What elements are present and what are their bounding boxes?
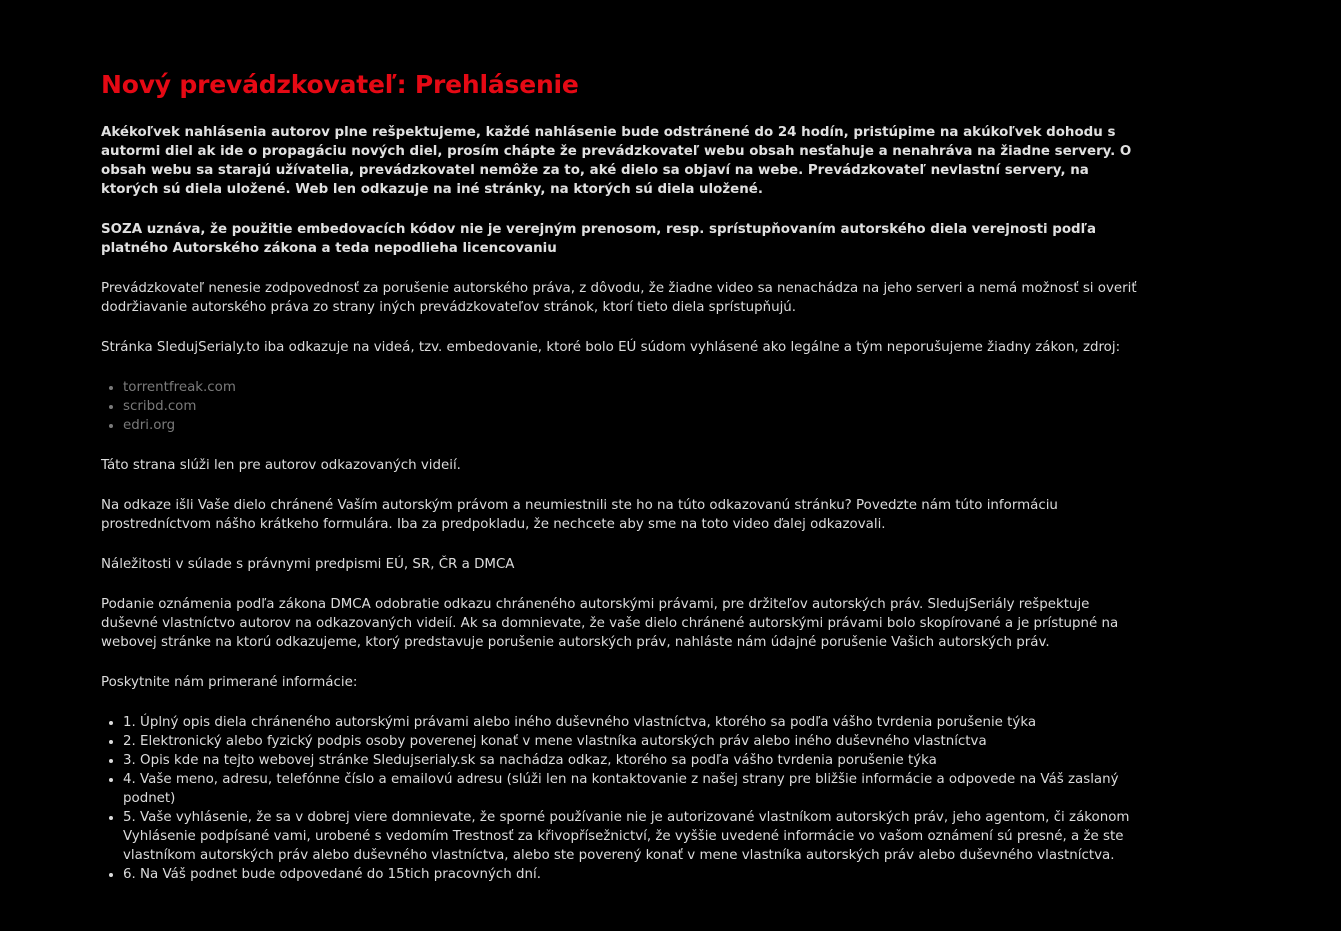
embedding-paragraph: Stránka SledujSerialy.to iba odkazuje na videá, tzv. embedovanie, ktoré bolo EÚ súdom vyhlásené ako legálne a tým neporušujeme žiadny zákon, zdroj: <box>101 340 1121 355</box>
list-item <box>123 397 1143 416</box>
soza-paragraph: SOZA uznáva, že použitie embedovacích kódov nie je verejným prenosom, resp. sprístupňovaním autorského diela verejnosti podľa platného Autorského zákona a teda nepodlieha licencovaniu <box>101 222 1097 256</box>
liability-paragraph: Prevádzkovateľ nenesie zodpovednosť za porušenie autorského práva, z dôvodu, že žiadne video sa nenachádza na jeho serveri a nemá možnosť si overiť dodržiavanie autorského práva zo strany iných prevádzkovateľov stránok, ktorí tieto diela sprístupňujú. <box>101 281 1137 315</box>
list-item: • 3. Opis kde na tejto webovej stránke Sledujserialy.sk sa nachádza odkaz, ktorého sa podľa vášho tvrdenia porušenie týka <box>123 751 1143 770</box>
list-item: • 1. Úplný opis diela chráneného autorskými právami alebo iného duševného vlastníctva, ktorého sa podľa vášho tvrdenia porušenie týka <box>123 713 1143 732</box>
page-title: Nový prevádzkovateľ: Prehlásenie <box>101 70 579 99</box>
source-link-edri[interactable]: edri.org <box>123 418 176 433</box>
authors-only-paragraph: Táto strana slúži len pre autorov odkazovaných videií. <box>101 458 461 473</box>
source-links-list <box>101 378 1143 435</box>
page-content <box>101 66 1143 905</box>
list-item: • 5. Vaše vyhlásenie, že sa v dobrej viere domnievate, že sporné používanie nie je autorizované vlastníkom autorských práv, jeho agentom, či zákonom Vyhlásenie podpísané vami, urobené s vedomím Trestnosť za křivopřísežnictví, že vyššie uvedené informácie vo vašom oznámení sú presné, a že ste vlastníkom autorských práv alebo duševného vlastníctva, alebo ste poverený konať v mene vlastníka autorských práv alebo duševného vlastníctva. <box>123 808 1143 865</box>
list-item <box>123 416 1143 435</box>
list-item: • 6. Na Váš podnet bude odpovedané do 15tich pracovných dní. <box>123 865 1143 884</box>
source-link-scribd[interactable]: scribd.com <box>123 399 197 414</box>
list-item: • 2. Elektronický alebo fyzický podpis osoby poverenej konať v mene vlastníka autorských práv alebo iného duševného vlastníctva <box>123 732 1143 751</box>
dmca-paragraph: Podanie oznámenia podľa zákona DMCA odobratie odkazu chráneného autorskými právami, pre držiteľov autorských práv. SledujSeriály rešpektuje duševné vlastníctvo autorov na odkazovaných videií. Ak sa domnievate, že vaše dielo chránené autorskými právami bolo skopírované a je prístupné na webovej stránke na ktorú odkazujeme, ktorý predstavuje porušenie autorských práv, nahláste nám údajné porušenie Vašich autorských práv. <box>101 597 1119 650</box>
form-paragraph: Na odkaze išli Vaše dielo chránené Vaším autorským právom a neumiestnili ste ho na túto odkazovanú stránku? Povedzte nám túto informáciu prostredníctvom nášho krátkeho formulára. Iba za predpokladu, že nechcete aby sme na toto video ďalej odkazovali. <box>101 498 1058 532</box>
list-item <box>123 378 1143 397</box>
provide-info-paragraph: Poskytnite nám primerané informácie: <box>101 675 358 690</box>
source-link-torrentfreak[interactable]: torrentfreak.com <box>123 380 236 395</box>
requirements-list <box>101 713 1143 884</box>
legal-requirements-heading: Náležitosti v súlade s právnymi predpismi EÚ, SR, ČR a DMCA <box>101 557 515 572</box>
list-item: • 4. Vaše meno, adresu, telefónne číslo a emailovú adresu (slúži len na kontaktovanie z našej strany pre bližšie informácie a odpovede na Váš zaslaný podnet) <box>123 770 1143 808</box>
disclaimer-paragraph: Akékoľvek nahlásenia autorov plne rešpektujeme, každé nahlásenie bude odstránené do 24 hodín, pristúpime na akúkoľvek dohodu s autormi diel ak ide o propagáciu nových diel, prosím chápte že prevádzkovateľ webu obsah nesťahuje a nenahráva na žiadne servery. O obsah webu sa starajú užívatelia, prevádzkovatel nemôže za to, aké dielo sa objaví na webe. Prevádzkovateľ nevlastní servery, na ktorých sú diela uložené. Web len odkazuje na iné stránky, na ktorých sú diela uložené. <box>101 125 1132 197</box>
